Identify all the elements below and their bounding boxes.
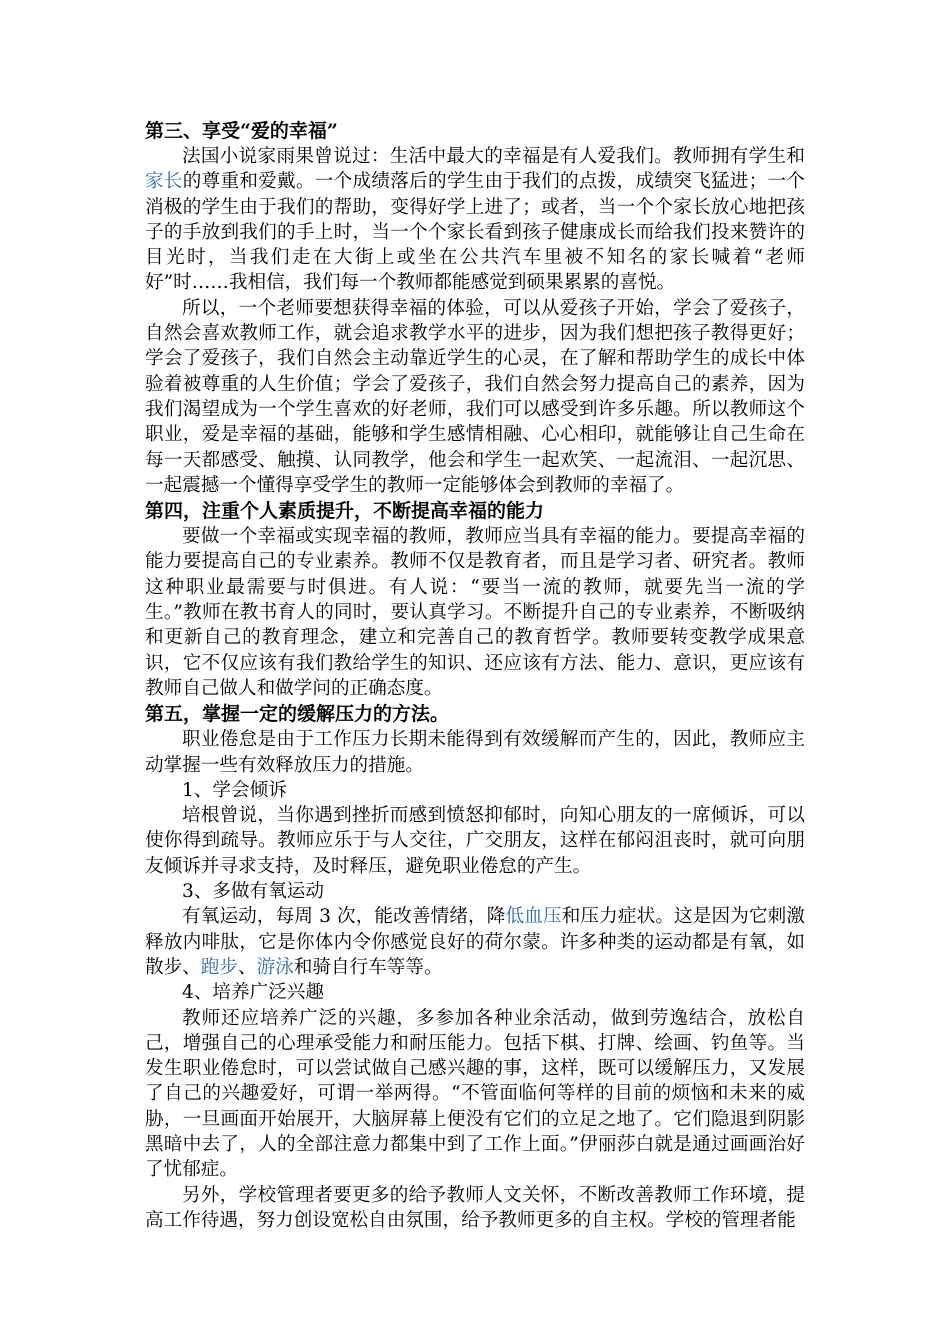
paragraph: 有氧运动，每周 3 次，能改善情绪，降低血压和压力症状。这是因为它刺激释放内啡肽，它是你体内令你感觉良好的荷尔蒙。许多种类的运动都是有氧，如散步、跑步、游泳和骑自行车等等。 [145,906,805,978]
paragraph: 另外，学校管理者要更多的给予教师人文关怀，不断改善教师工作环境，提高工作待遇，努力创设宽松自由氛围，给予教师更多的自主权。学校的管理者能 [145,1184,805,1231]
paragraph: 培根曾说，当你遇到挫折而感到愤怒抑郁时，向知心朋友的一席倾诉，可以使你得到疏导。教师应乐于与人交往，广交朋友，这样在郁闷沮丧时，就可向朋友倾诉并寻求支持，及时释压，避免职业倦怠的产生。 [145,805,805,877]
paragraph: 职业倦怠是由于工作压力长期未能得到有效缓解而产生的，因此，教师应主动掌握一些有效释放压力的措施。 [145,729,805,776]
paragraph: 法国小说家雨果曾说过：生活中最大的幸福是有人爱我们。教师拥有学生和家长的尊重和爱戴。一个成绩落后的学生由于我们的点拨，成绩突飞猛进；一个消极的学生由于我们的帮助，变得好学上进了；或者，当一个个家长放心地把孩子的手放到我们的手上时，当一个个家长看到孩子健康成长而给我们投来赞许的目光时，当我们走在大街上或坐在公共汽车里被不知名的家长喊着“老师好”时……我相信，我们每一个教师都能感觉到硕果累累的喜悦。 [145,146,805,294]
link-swimming[interactable]: 游泳 [256,956,294,978]
section-heading-3: 第三、享受“爱的幸福” [145,120,338,142]
subheading-4: 4、培养广泛兴趣 [182,982,324,1004]
link-running[interactable]: 跑步 [200,956,238,978]
paragraph: 教师还应培养广泛的兴趣，多参加各种业余活动，做到劳逸结合，放松自己，增强自己的心理承受能力和耐压能力。包括下棋、打牌、绘画、钓鱼等。当发生职业倦怠时，可以尝试做自己感兴趣的事，这样，既可以缓解压力，又发展了自己的兴趣爱好，可谓一举两得。“不管面临何等样的目前的烦恼和未来的威胁，一旦画面开始展开，大脑屏幕上便没有它们的立足之地了。它们隐退到阴影黑暗中去了，人的全部注意力都集中到了工作上面。”伊丽莎白就是通过画画治好了忧郁症。 [145,1007,805,1181]
link-jiazhang[interactable]: 家长 [145,171,183,193]
section-heading-5: 第五，掌握一定的缓解压力的方法。 [145,703,450,726]
paragraph: 所以，一个老师要想获得幸福的体验，可以从爱孩子开始，学会了爱孩子，自然会喜欢教师工作，就会追求教学水平的进步，因为我们想把孩子教得更好；学会了爱孩子，我们自然会主动靠近学生的心灵，在了解和帮助学生的成长中体验着被尊重的人生价值；学会了爱孩子，我们自然会努力提高自己的素养，因为我们渴望成为一个学生喜欢的好老师，我们可以感受到许多乐趣。所以教师这个职业，爱是幸福的基础，能够和学生感情相融、心心相印，就能够让自己生命在每一天都感受、触摸、认同教学，他会和学生一起欢笑、一起流泪、一起沉思、一起震撼一个懂得享受学生的教师一定能够体会到教师的幸福了。 [145,297,805,496]
paragraph: 要做一个幸福或实现幸福的教师，教师应当具有幸福的能力。要提高幸福的能力要提高自己的专业素养。教师不仅是教育者，而且是学习者、研究者。教师这种职业最需要与时俱进。有人说：“要当一流的教师，就要先当一流的学生。”教师在教书育人的同时，要认真学习。不断提升自己的专业素养，不断吸纳和更新自己的教育理念，建立和完善自己的教育哲学。教师要转变教学成果意识，它不仅应该有我们教给学生的知识、还应该有方法、能力、意识，更应该有教师自己做人和做学问的正确态度。 [145,526,805,699]
document-page [145,118,805,1233]
link-low-blood-pressure[interactable]: 低血压 [505,906,562,928]
subheading-3: 3、多做有氧运动 [182,881,324,903]
section-heading-4: 第四，注重个人素质提升，不断提高幸福的能力 [145,500,545,523]
subheading-1: 1、学会倾诉 [182,779,287,801]
